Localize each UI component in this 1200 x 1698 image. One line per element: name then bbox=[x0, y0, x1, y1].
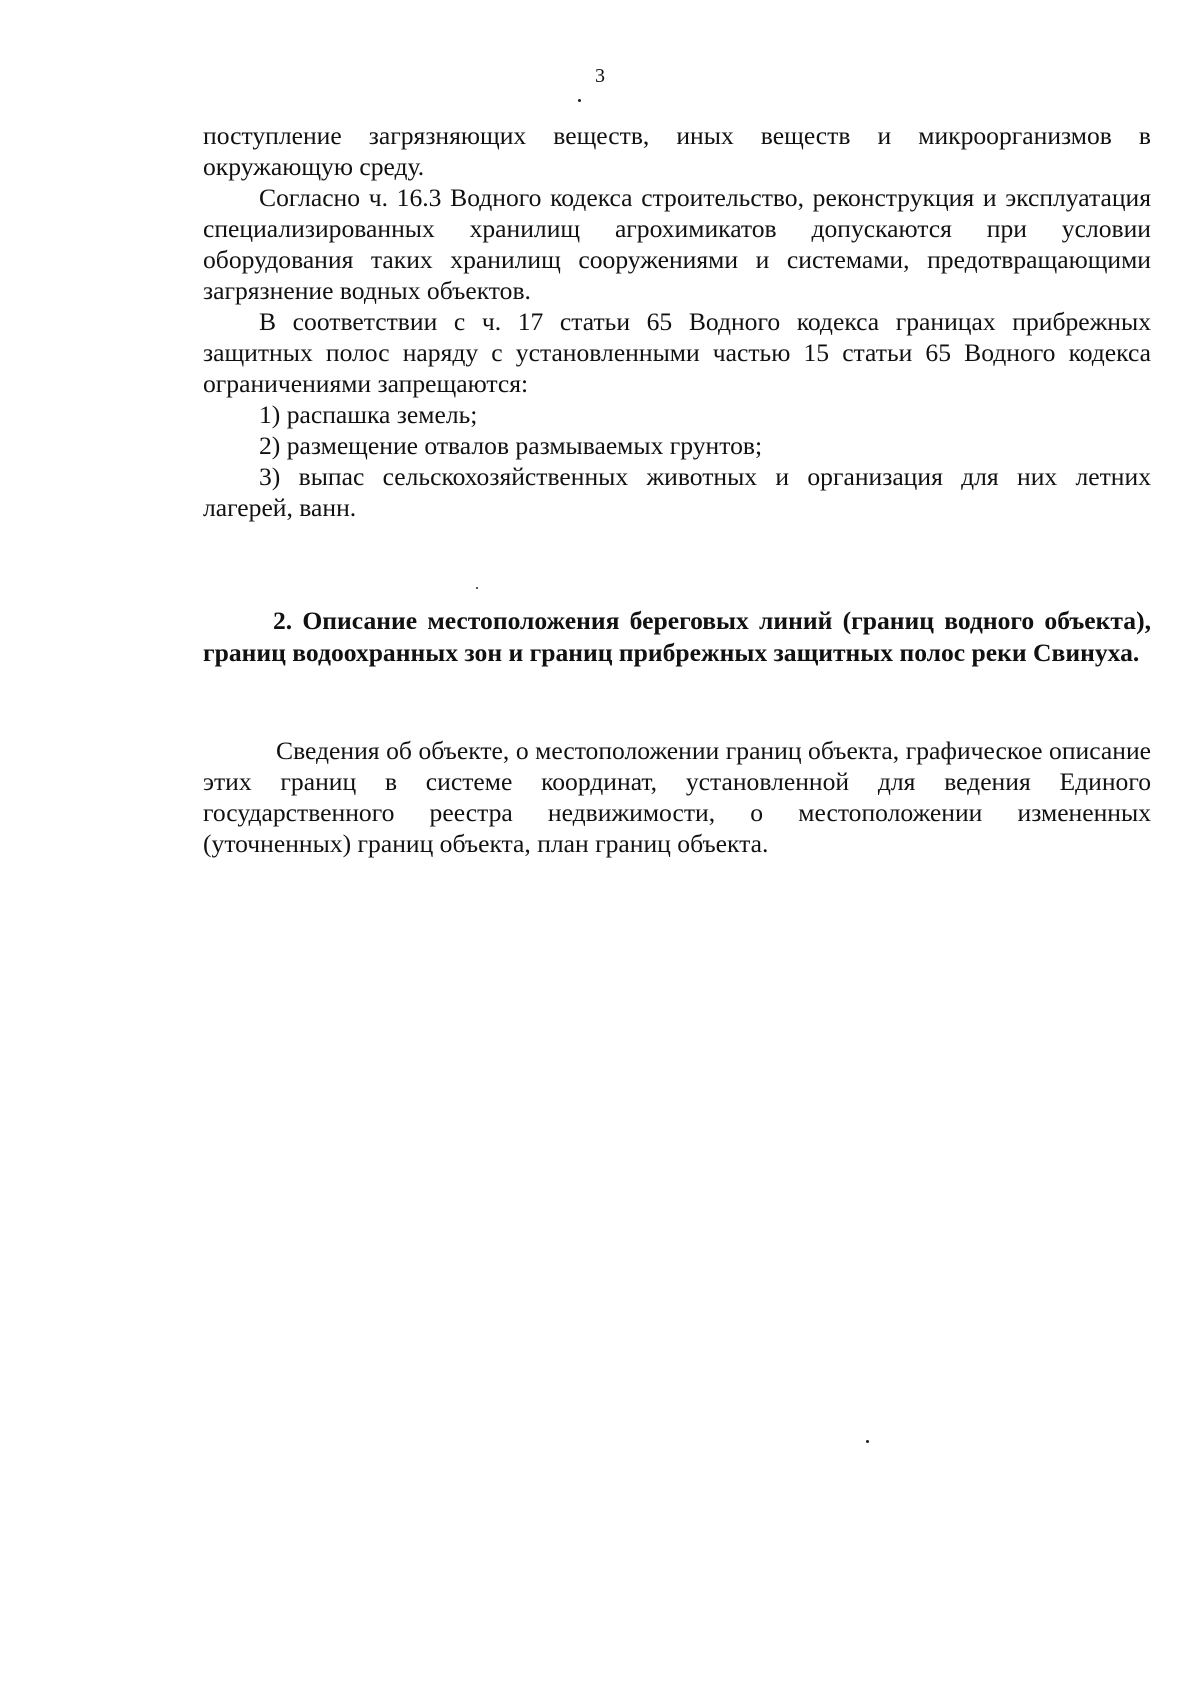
scan-speck bbox=[578, 99, 581, 102]
page-number: 3 bbox=[595, 65, 605, 87]
list-item: 1) распашка земель; bbox=[259, 400, 478, 429]
scan-speck bbox=[476, 587, 478, 589]
paragraph-restrictions: В соответствии с ч. 17 статьи 65 Водного кодекса границах прибрежных защитных полос наряду с установленными частью 15 статьи 65 Водного кодекса ограничениями запрещаются: bbox=[203, 307, 1151, 398]
list-item: 2) размещение отвалов размываемых грунтов; bbox=[259, 431, 763, 460]
paragraph-storage-rules: Согласно ч. 16.3 Водного кодекса строительство, реконструкция и эксплуатация специализированных хранилищ агрохимикатов допускаются при условии оборудования таких хранилищ сооружениями и системами, предотвращающими загрязнение водных объектов. bbox=[203, 183, 1151, 305]
body-text-block bbox=[203, 120, 1151, 523]
paragraph-continuation: поступление загрязняющих веществ, иных веществ и микроорганизмов в окружающую среду. bbox=[203, 121, 1151, 181]
scan-speck bbox=[866, 1440, 869, 1443]
section-paragraph: Сведения об объекте, о местоположении границ объекта, графическое описание этих границ в системе координат, установленной для ведения Единого государственного реестра недвижимости, о местоположении измененных (уточненных) границ объекта, план границ объекта. bbox=[203, 736, 1151, 858]
section-heading: 2. Описание местоположения береговых линий (границ водного объекта), границ водоохранных зон и границ прибрежных защитных полос реки Свинуха. bbox=[203, 606, 1151, 667]
section-body bbox=[203, 735, 1151, 859]
list-item: 3) выпас сельскохозяйственных животных и организация для них летних лагерей, ванн. bbox=[203, 462, 1151, 522]
